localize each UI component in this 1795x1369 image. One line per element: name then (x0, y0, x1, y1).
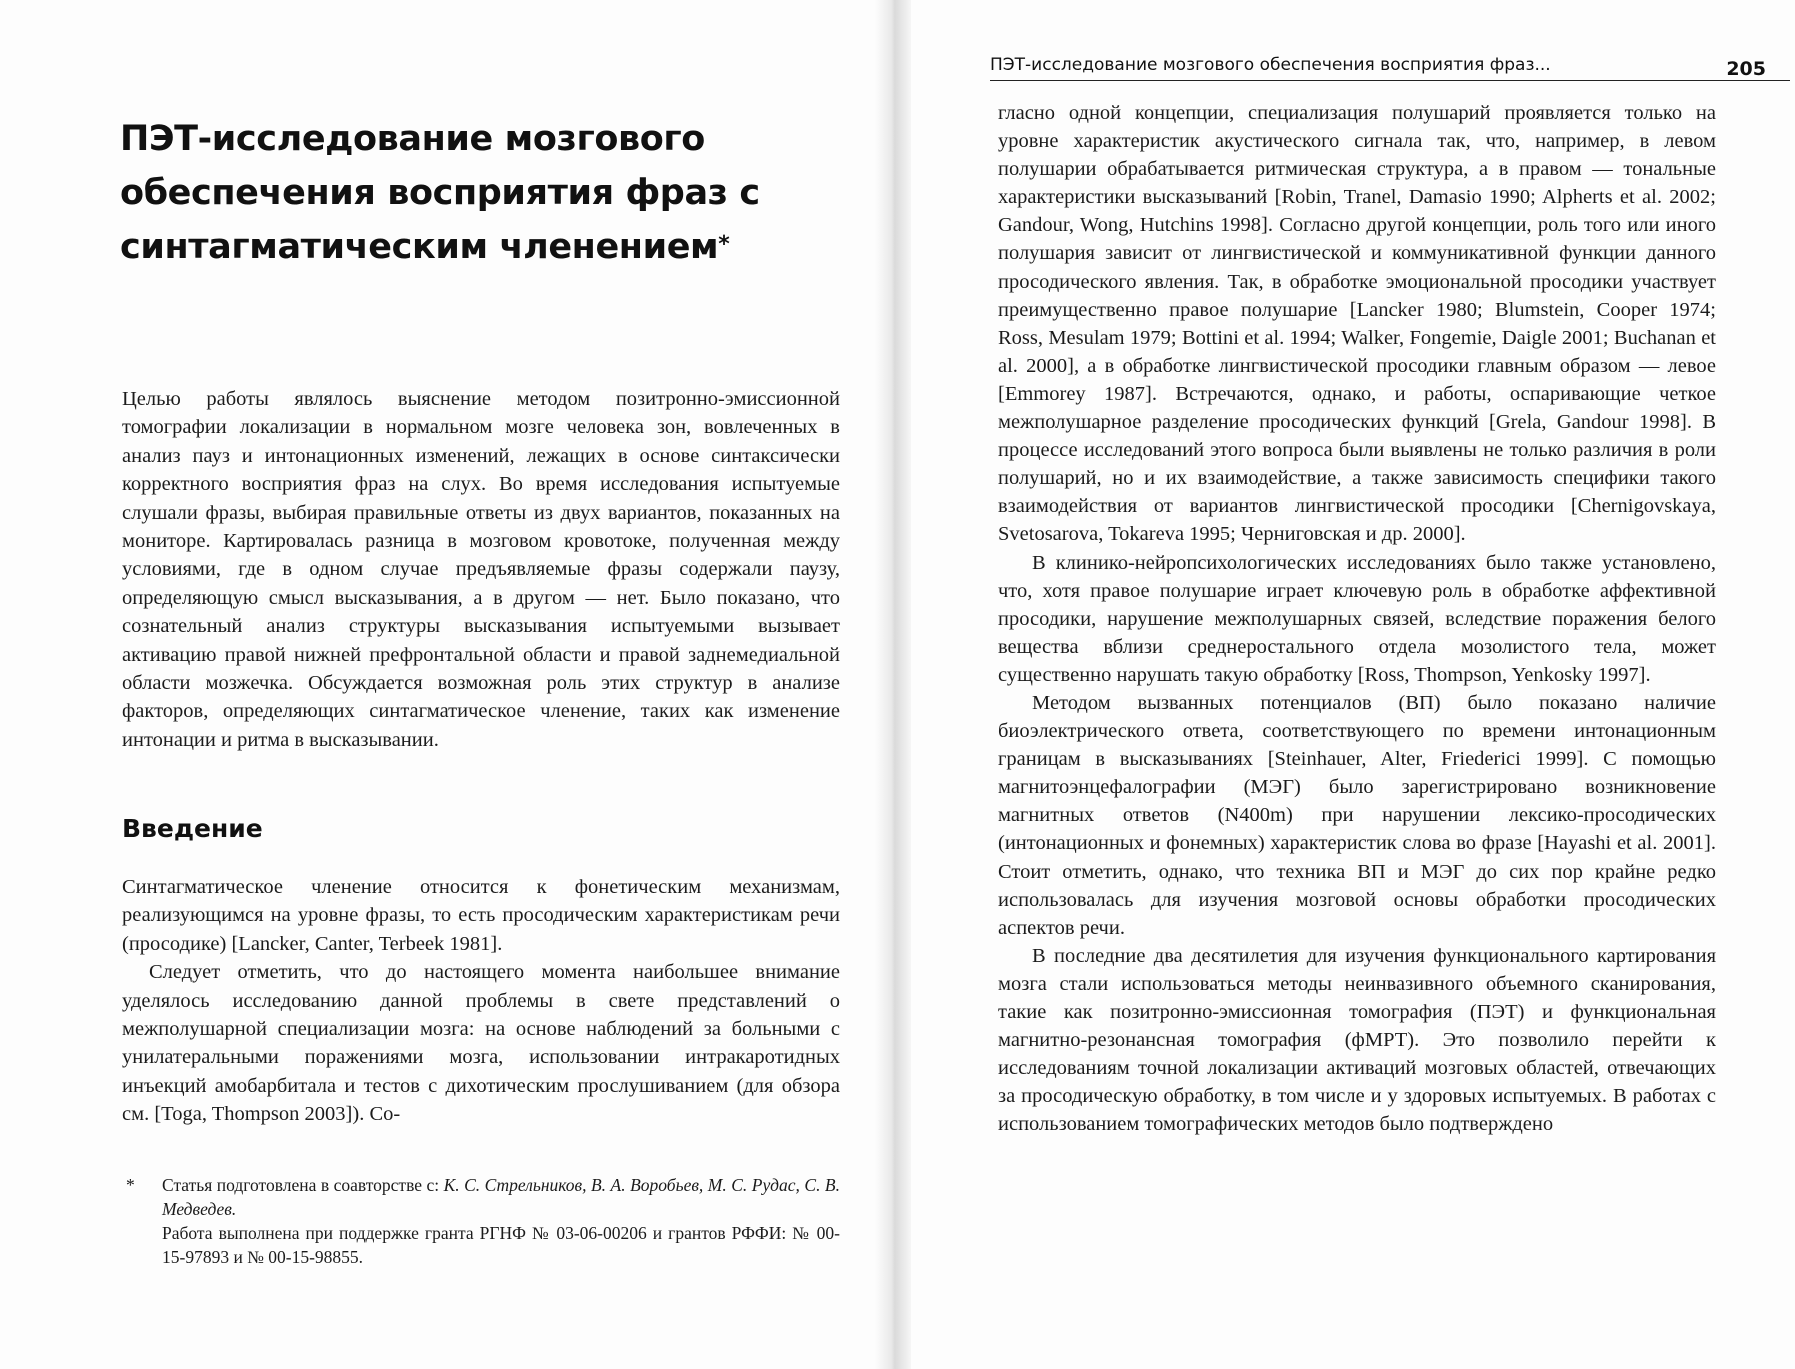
intro-paragraph: Синтагматическое членение относится к фонетическим механизмам, реализующимся на уровне фразы, то есть просодическим характеристикам речи (просодике) [Lancker, Canter, Terbeek 1981]. (122, 876, 840, 955)
intro-paragraph: Следует отметить, что до настоящего момента наибольшее внимание уделялось исследованию данной проблемы в свете представлений о межполушарной специализации мозга: на основе наблюдений за больными с унилатеральными поражениями мозга, использовании интракаротидных инъекций амобарбитала и тестов с дихотическим прослушиванием (для обзора см. [Toga, Thompson 2003]). Со- (122, 961, 840, 1126)
footnote-grant: Работа выполнена при поддержке гранта РГНФ № 03-06-00206 и грантов РФФИ: № 00-15-97893 и № 00-15-98855. (162, 1223, 840, 1267)
running-header-title: ПЭТ-исследование мозгового обеспечения восприятия фраз... (990, 54, 1555, 76)
introduction-body (122, 873, 840, 1129)
footnote-marker: * (126, 1175, 135, 1195)
chapter-title (120, 112, 860, 274)
body-paragraph: гласно одной концепции, специализация полушарий проявляется только на уровне характеристик акустического сигнала так, что, например, в левом полушарии обрабатывается ритмическая структура, а в правом — тональные характеристики высказываний [Robin, Tranel, Damasio 1990; Alpherts et al. 2002; Gandour, Wong, Hutchins 1998]. Согласно другой концепции, роль того или иного полушария зависит от лингвистической и коммуникативной функции данного просодического явления. Так, в обработке эмоциональной просодики участвует преимущественно правое полушарие [Lancker 1980; Blumstein, Cooper 1974; Ross, Mesulam 1979; Bottini et al. 1994; Walker, Fongemie, Daigle 2001; Buchanan et al. 2000], а в обработке лингвистической просодики главным образом — левое [Emmorey 1987]. Встречаются, однако, и работы, оспаривающие четкое межполушарное разделение просодических функций [Grela, Gandour 1998]. В процессе исследований этого вопроса были выявлены не только различия в роли полушарий, но и их взаимодействие, а также зависимость специфики такого взаимодействия от вариантов лингвистической просодики [Chernigovskaya, Svetosarova, Tokareva 1995; Черниговская и др. 2000]. (998, 102, 1716, 546)
footnote (122, 1173, 840, 1269)
section-heading-introduction: Введение (122, 814, 263, 843)
footnote-authors: К. С. Стрельников, В. А. Воробьев, М. С. Рудас, С. В. Медведев. (162, 1175, 840, 1219)
body-paragraph: В последние два десятилетия для изучения функционального картирования мозга стали использоваться методы неинвазивного объемного сканирования, такие как позитронно-эмиссионная томография (ПЭТ) и функциональная магнитно-резонансная томография (фМРТ). Это позволило перейти к исследованиям точной локализации активаций мозговых областей, отвечающих за просодическую обработку, в том числе и у здоровых испытуемых. В работах с использованием томографических методов было подтверждено (998, 944, 1716, 1136)
footnote-prefix: Статья подготовлена в соавторстве с: (162, 1175, 444, 1195)
footnote-body (122, 1173, 840, 1269)
body-paragraph: Методом вызванных потенциалов (ВП) было показано наличие биоэлектрического ответа, соответствующего по времени интонационным границам в высказываниях [Steinhauer, Alter, Friederici 1999]. С помощью магнитоэнцефалографии (МЭГ) было зарегистрировано возникновение магнитных ответов (N400m) при нарушении лексико-просодических (интонационных и фонемных) характеристик слова во фразе [Hayashi et al. 2001]. Стоит отметить, однако, что техника ВП и МЭГ до сих пор крайне редко использовалась для изучения мозговой основы обработки просодических аспектов речи. (998, 691, 1716, 939)
footnote-coauthors (162, 1173, 840, 1221)
page-number: 205 (1722, 58, 1770, 80)
running-header (990, 54, 1790, 81)
chapter-title-text: ПЭТ-исследование мозгового обеспечения восприятия фраз с синтагматическим членением (120, 119, 760, 267)
body-paragraph: В клинико-нейропсихологических исследованиях было также установлено, что, хотя правое полушарие играет ключевую роль в обработке аффективной просодики, нарушение межполушарных связей, вследствие поражения белого вещества вблизи среднеростального отдела мозолистого тела, может существенно нарушать такую обработку [Ross, Thompson, Yenkosky 1997]. (998, 551, 1716, 686)
left-page (0, 0, 880, 1369)
abstract: Целью работы являлось выяснение методом позитронно-эмиссионной томографии локализации в нормальном мозге человека зон, вовлеченных в анализ пауз и интонационных изменений, лежащих в основе синтаксически корректного восприятия фраз на слух. Во время исследования испытуемые слушали фразы, выбирая правильные ответы из двух вариантов, показанных на мониторе. Картировалась разница в мозговом кровотоке, полученная между условиями, где в одном случае предъявляемые фразы содержали паузу, определяющую смысл высказывания, а в другом — нет. Было показано, что сознательный анализ структуры высказывания испытуемыми вызывает активацию правой нижней префронтальной области и правой заднемедиальной области мозжечка. Обсуждается возможная роль этих структур в анализе факторов, определяющих синтагматическое членение, таких как изменение интонации и ритма в высказывании. (122, 388, 840, 751)
title-footnote-marker: * (718, 232, 730, 257)
right-page-body (998, 99, 1716, 1138)
